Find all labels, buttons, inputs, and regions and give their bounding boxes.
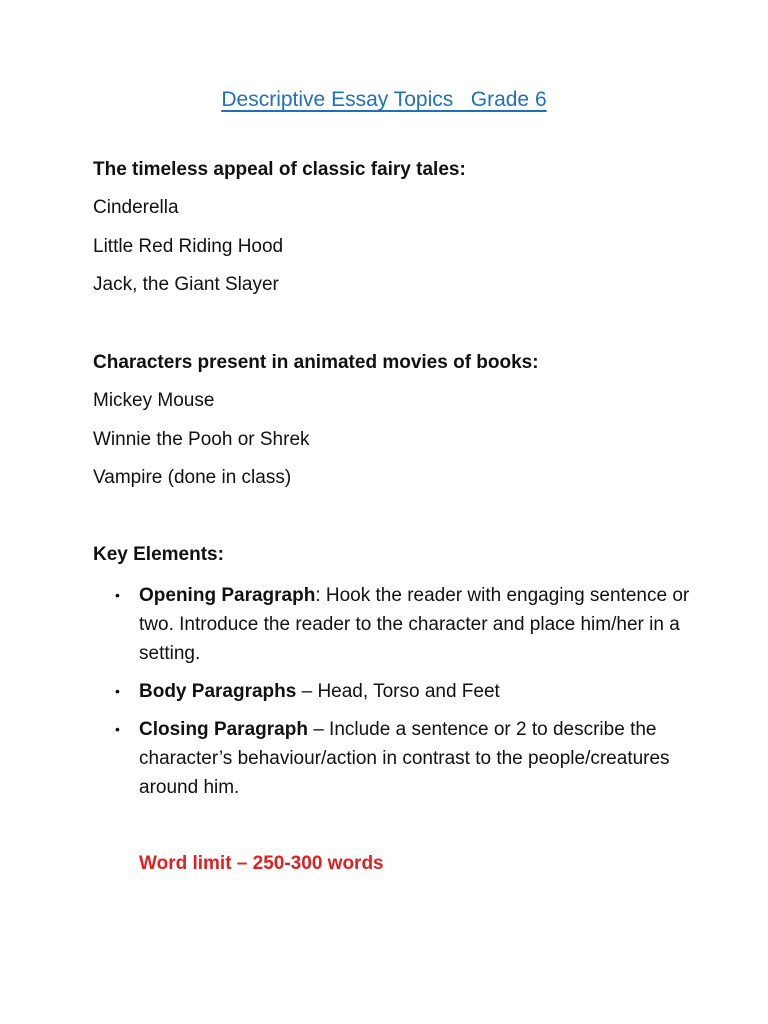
key-element-label: Closing Paragraph (139, 719, 308, 740)
key-elements-section (93, 543, 708, 811)
key-element-closing (93, 715, 708, 802)
list-item: Jack, the Giant Slayer (93, 274, 279, 295)
bullet-icon: • (115, 721, 120, 737)
key-elements-list (93, 581, 708, 802)
list-item: Vampire (done in class) (93, 467, 292, 488)
bullet-icon: • (115, 683, 120, 699)
key-element-text: – Include a sentence or 2 to describe the character’s behaviour/action in contrast to the people/creatures around him. (139, 719, 670, 798)
animated-characters-section (93, 351, 708, 505)
list-item: Cinderella (93, 197, 179, 218)
key-element-body (93, 677, 708, 706)
key-element-label: Opening Paragraph (139, 585, 316, 606)
section-heading: Key Elements: (93, 544, 224, 565)
page-title: Descriptive Essay Topics Grade 6 (221, 88, 547, 111)
word-limit-note: Word limit – 250-300 words (139, 853, 384, 874)
key-element-text: – Head, Torso and Feet (296, 681, 500, 702)
key-element-text: : Hook the reader with engaging sentence or two. Introduce the reader to the character and place him/her in a setting. (139, 585, 690, 664)
key-element-opening (93, 581, 708, 668)
section-heading: Characters present in animated movies of books: (93, 352, 539, 373)
list-item: Mickey Mouse (93, 390, 215, 411)
bullet-icon: • (115, 587, 120, 603)
list-item: Winnie the Pooh or Shrek (93, 428, 310, 450)
fairy-tales-section (93, 158, 708, 312)
key-element-label: Body Paragraphs (139, 681, 297, 702)
section-heading: The timeless appeal of classic fairy tales: (93, 159, 466, 180)
list-item: Little Red Riding Hood (93, 235, 284, 257)
